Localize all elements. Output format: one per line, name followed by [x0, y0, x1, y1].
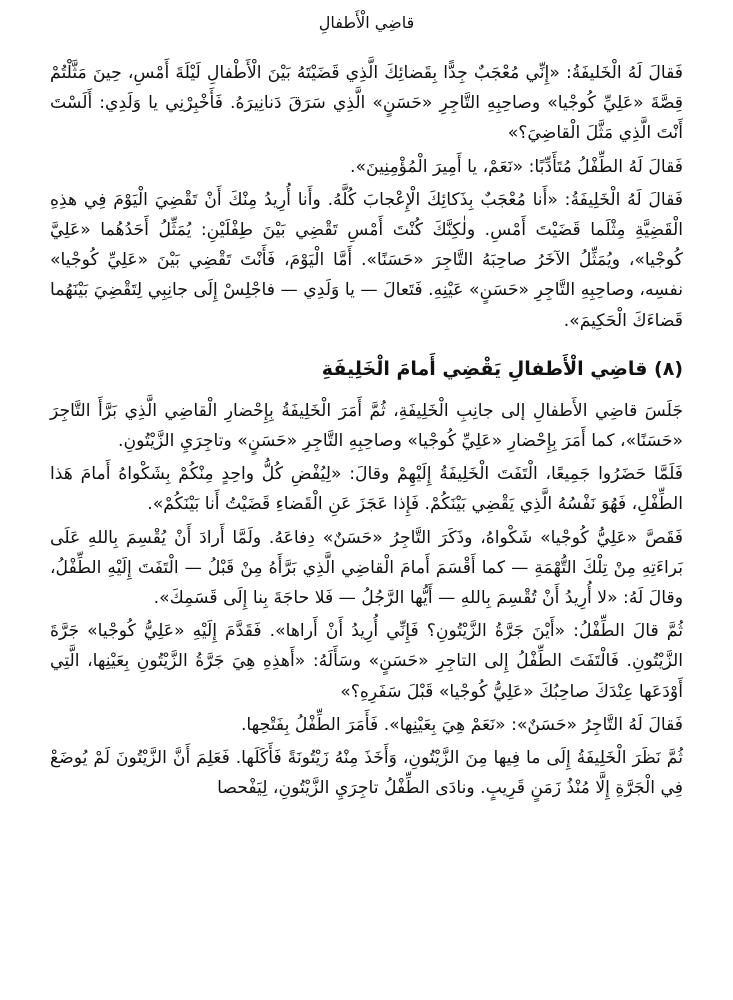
- paragraph: جَلَسَ قاضِي الأَطفالِ إلى جانِبِ الْخَلِيفَةِ، ثُمَّ أَمَرَ الْخَلِيفَةُ بِإِحْضارِ الْقاضِي الَّذِي بَرَّأَ التَّاجِرَ «حَسَنًا»، كما أَمَرَ بِإِحْضارِ «عَلِيِّ كُوجْيا» وصاحِبِهِ التَّاجِرِ «حَسَنٍ» وتاجِرَيِ الزَّيْتُونِ.: [50, 400, 683, 452]
- paragraph: فَلَمَّا حَضَرُوا جَمِيعًا، الْتَفَتَ الْخَلِيفَةُ إِلَيْهِمْ وقالَ: «لِيُفْضِ كُلُّ واحِدٍ مِنْكُمْ بِشَكْواهُ أَمامَ هَذا الطِّفْلِ، فَهُوَ نَفْسُهُ الَّذِي يَقْضِي بَيْنَكُمْ. فَإِذا عَجَزَ عَنِ الْقَضاءِ قَضَيْتُ أَنا بَيْنَكُمْ».: [50, 464, 683, 515]
- paragraph: فَقالَ لَهُ الْخَلِيفَةُ: «أَنا مُعْجَبٌ بِذَكائِكَ الْإِعْجابَ كُلَّهُ. وأَنا أُرِيدُ مِنْكَ أَنْ تَقْضِيَ الْيَوْمَ فِي هذِهِ الْقَضِيَّةِ مِثْلَما قَضَيْتَ أَمْسِ. ولٰكِنَّكَ كُنْتَ أَمْسِ تَقْضِي بَيْنَ طِفْلَيْنِ: يُمَثِّلُ أَحَدُهُما «عَلِيَّ كُوجْيا»، ويُمَثِّلُ الآخَرُ صاحِبَهُ التَّاجِرَ «حَسَنًا». أَمَّا الْيَوْمَ، فَأَنْتَ تَقْضِي بَيْنَ «عَلِيِّ كُوجْيا» نفسِه، وصاحِبِهِ التَّاجِرِ «حَسَنٍ» عَيْنِهِ. فَتَعالَ — يا وَلَدِي — فاجْلِسْ إِلَى جانِبِي لِتَقْضِيَ بَيْنَهُما قَضاءَكَ الْحَكِيمَ».: [50, 189, 683, 331]
- paragraph: فَقالَ لَهُ الْخَليفَةُ: «إِنِّي مُعْجَبٌ جِدًّا بِقَضائِكَ الَّذِي قَضَيْتَهُ بَيْنَ الْأَطْفالِ لَيْلَةَ أَمْسِ، حِينَ مَثَّلْتُمْ قِصَّةَ «عَلِيِّ كُوجْيا» وصاحِبِهِ التَّاجِرِ «حَسَنٍ» الَّذِي سَرَقَ دَنانِيرَهُ. فَأَخْبِرْنِي يا وَلَدِي: أَلَسْتَ أَنْتَ الَّذِي مَثَّلَ الْقاضِيَ؟»: [50, 63, 683, 144]
- running-header: قاضِي الْأَطفالِ: [318, 13, 415, 32]
- paragraph: فَقالَ لَهُ الطِّفْلُ مُتَأَدِّبًا: «نَعَمْ، يا أَمِيرَ الْمُؤْمِنِينَ».: [350, 156, 683, 177]
- section-heading: (٨) قاضِي الْأَطفالِ يَقْضِي أَمامَ الْخَلِيفَةِ: [321, 357, 683, 380]
- page-body: [50, 58, 683, 806]
- paragraph: ثُمَّ قالَ الطِّفْلُ: «أَيْنَ جَرَّةُ الزَّيْتُونِ؟ فَإِنِّي أُرِيدُ أَنْ أَراها». فَقَدَّمَ إِلَيْهِ «عَلِيُّ كُوجْيا» جَرَّةَ الزَّيْتُونِ. فَالْتَفَتَ الطِّفْلُ إِلى التاجِرِ «حَسَنٍ» وسَأَلَهُ: «أَهذِهِ هِيَ جَرَّةُ الزَّيْتُونِ بِعَيْنِها، الَّتِي أَوْدَعَها عِنْدَكَ صاحِبُكَ «عَلِيُّ كُوجْيا» قَبْلَ سَفَرِهِ؟»: [50, 621, 683, 702]
- paragraph: ثُمَّ نَظَرَ الْخَلِيفَةُ إِلَى ما فِيها مِنَ الزَّيْتُونِ، وَأَخَذَ مِنْهُ زَيْتُونَةً فَأَكَلَها. فَعَلِمَ أَنَّ الزَّيْتُونَ لَمْ يُوضَعْ فِي الْجَرَّةِ إِلَّا مُنْذُ زَمَنٍ قَرِيبٍ. ونادَى الطِّفْلُ تاجِرَيِ الزَّيْتُونِ، لِيَفْحصا: [50, 748, 683, 799]
- paragraph: فَقالَ لَهُ التَّاجِرُ «حَسَنٌ»: «نَعَمْ هِيَ بِعَيْنِها». فَأَمَرَ الطِّفْلُ بِفَتْحِها.: [240, 714, 683, 735]
- paragraph: فَقَصَّ «عَلِيُّ كُوجْيا» شَكْواهُ، وذَكَرَ التَّاجِرُ «حَسَنٌ» دِفاعَهُ. ولَمَّا أَرادَ أَنْ يُقْسِمَ بِاللهِ عَلَى بَراءَتِهِ مِنْ تِلْكَ التُّهْمَةِ — كما أَقْسَمَ أَمامَ الْقاضِي الَّذِي بَرَّأَهُ مِنْ قَبْلُ — الْتَفَتَ إِلَيْهِ الطِّفْلُ، وقالَ لَهُ: «لا أُرِيدُ أَنْ تُقْسِمَ بِاللهِ — أَيُّها الرَّجُلُ — فَلا حاجَةَ بِنا إِلَى قَسَمِكَ».: [50, 527, 683, 609]
